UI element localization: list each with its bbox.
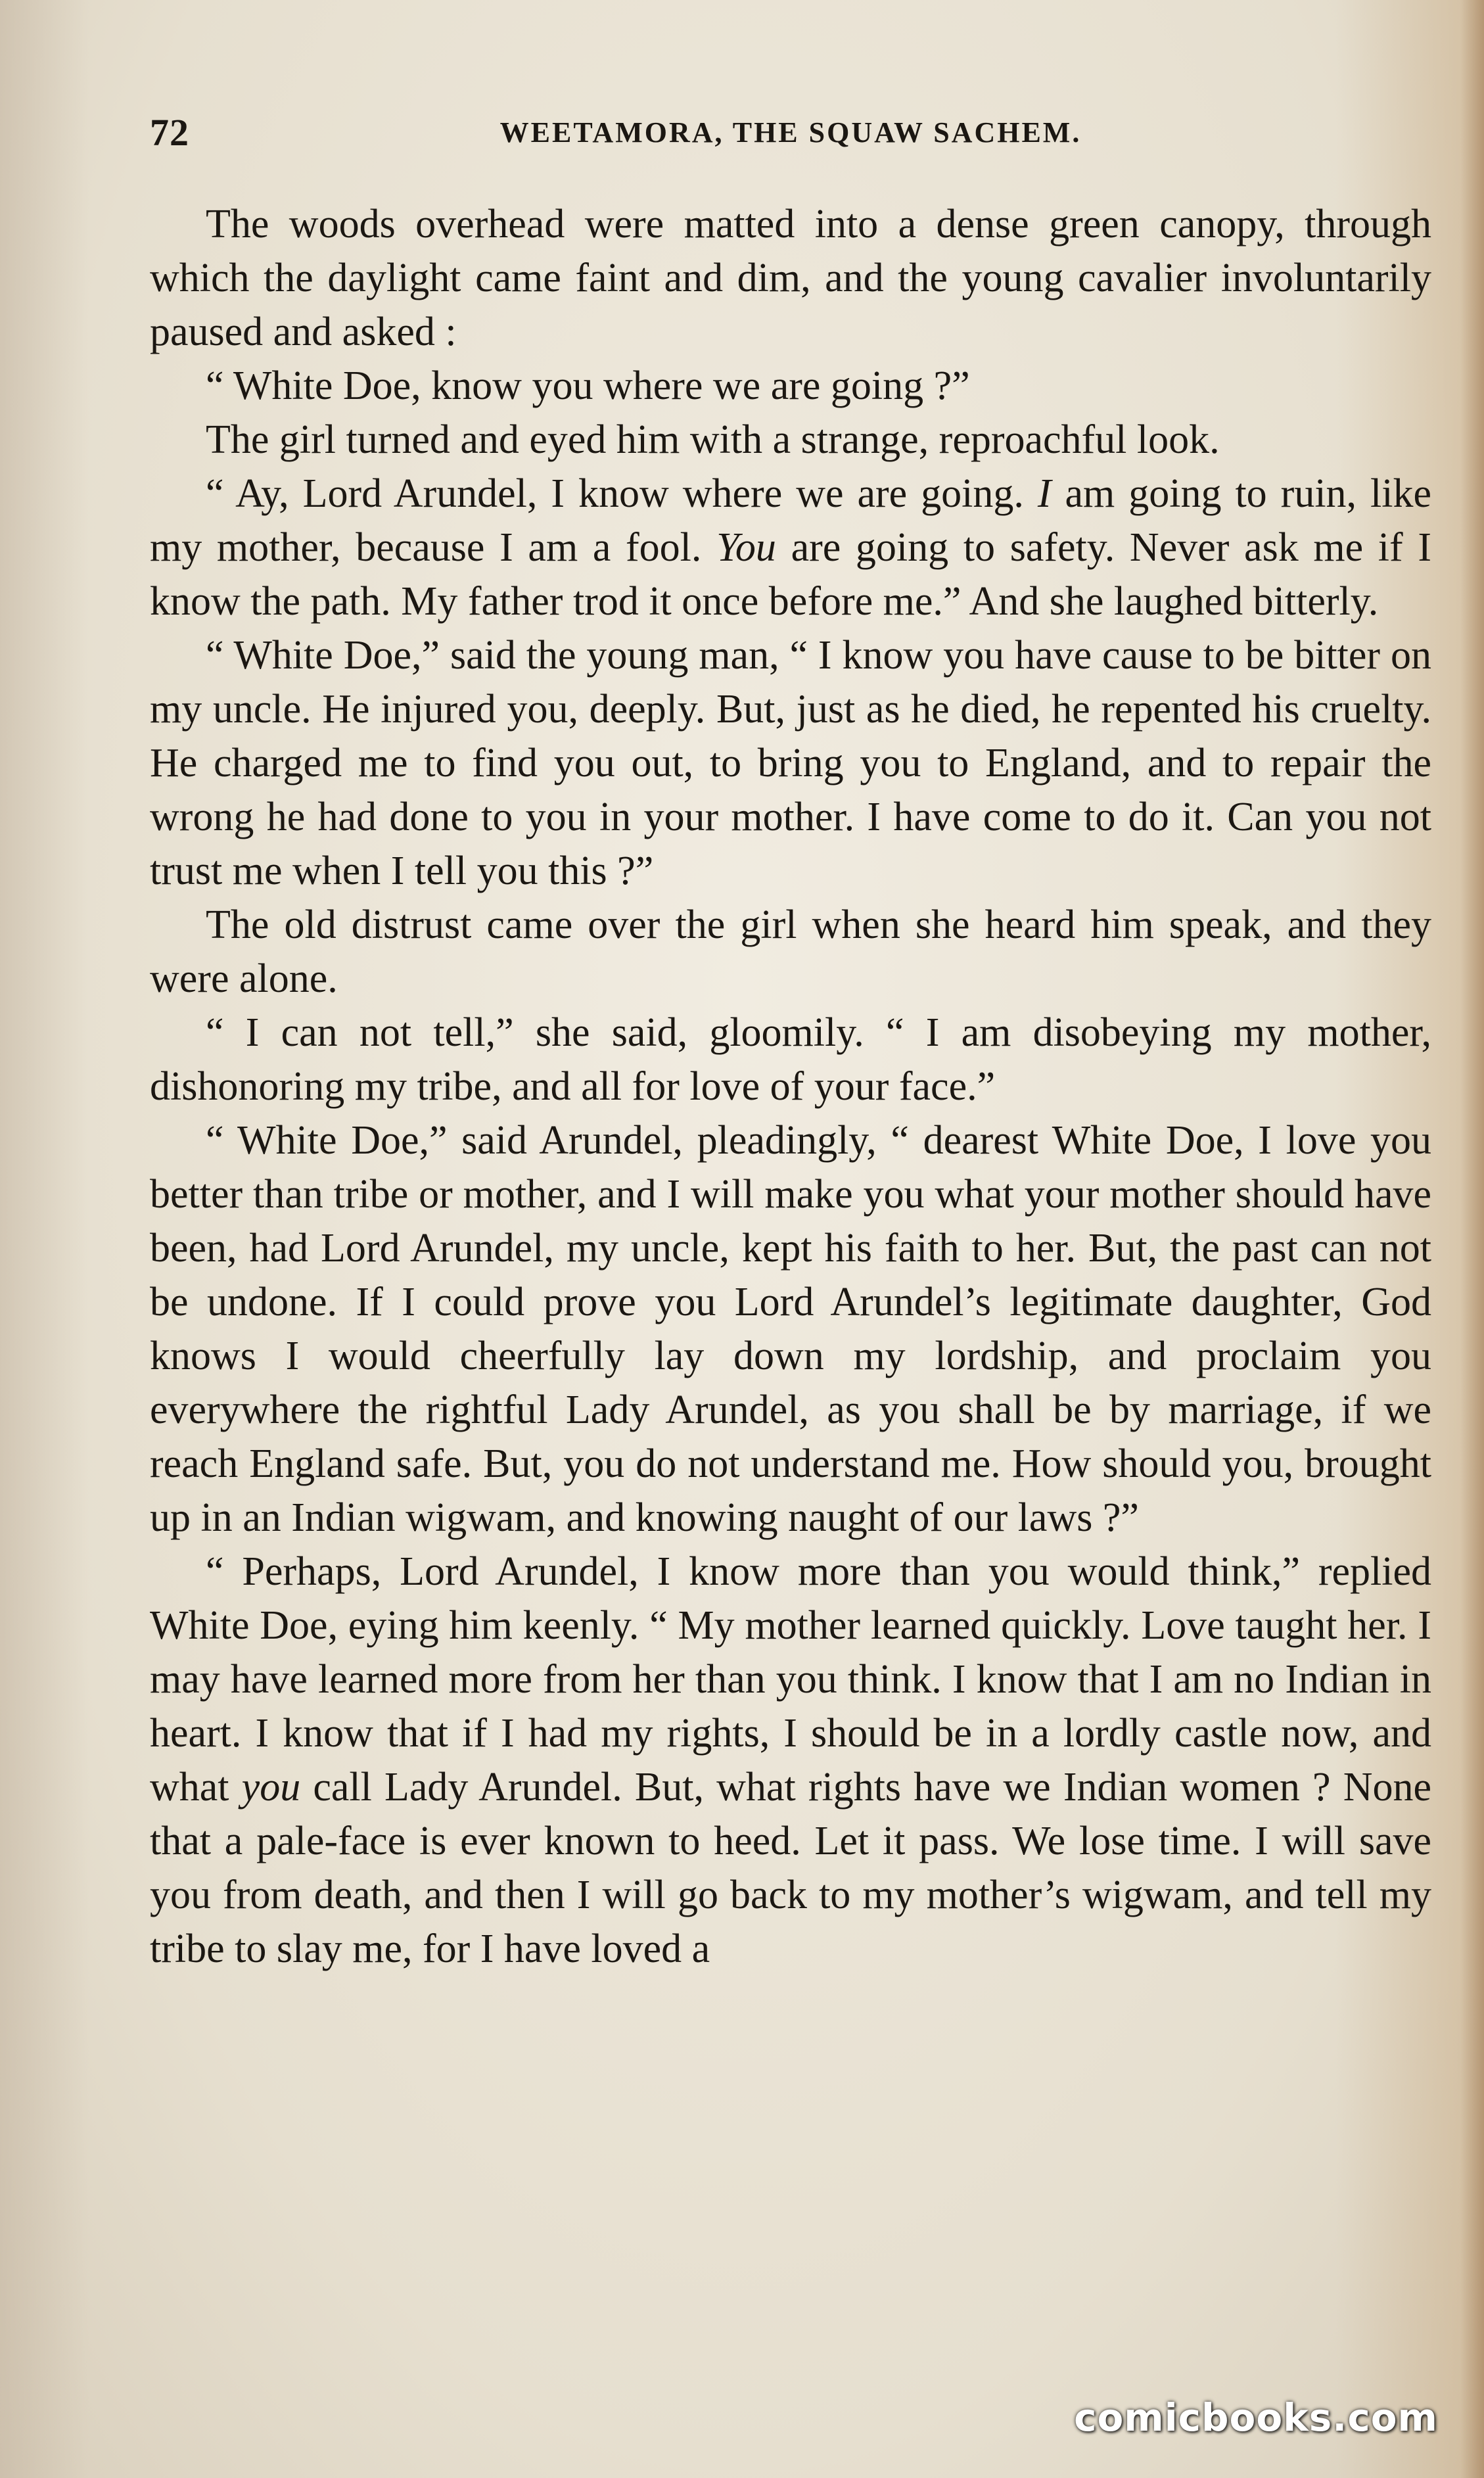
paragraph-text: “ White Doe, know you where we are going ?” <box>206 363 970 408</box>
page-edge-shadow <box>1460 0 1484 2478</box>
paragraph-text: “ I can not tell,” she said, gloomily. “ I am disobeying my mother, dishonoring my tribe, and all for love of your face.” <box>150 1010 1431 1109</box>
paragraph-9 <box>150 1545 1431 1976</box>
paragraph-2 <box>150 359 1431 413</box>
italic-emphasis: you <box>241 1765 301 1810</box>
paragraph-8 <box>150 1113 1431 1545</box>
watermark: comicbooks.com <box>1074 2395 1438 2440</box>
italic-emphasis: I <box>1037 471 1052 516</box>
paragraph-text: “ Perhaps, Lord Arundel, I know more than you would think,” replied White Doe, eying him keenly. “ My mother learned quickly. Love taught her. I may have learned more from her than you think. I know that I am no Indian in heart. I know that if I had my rights, I should be in a lordly castle now, and what <box>150 1549 1431 1810</box>
paragraph-5 <box>150 628 1431 898</box>
paragraph-text: The old distrust came over the girl when she heard him speak, and they were alone. <box>150 902 1431 1001</box>
italic-emphasis: You <box>716 525 776 570</box>
paragraph-6 <box>150 898 1431 1006</box>
paragraph-text: “ White Doe,” said the young man, “ I know you have cause to be bitter on my uncle. He injured you, deeply. But, just as he died, he repented his cruelty. He charged me to find you out, to bring you to England, and to repair the wrong he had done to you in your mother. I have come to do it. Can you not trust me when I tell you this ?” <box>150 633 1431 893</box>
body-text <box>150 197 1431 2379</box>
paragraph-text: call Lady Arundel. But, what rights have we Indian women ? None that a pale-face is ever known to heed. Let it pass. We lose time. I will save you from death, and then I will go back to my mother’s wigwam, and tell my tribe to slay me, for I have loved a <box>150 1765 1431 1971</box>
paragraph-7 <box>150 1006 1431 1113</box>
page-number: 72 <box>150 111 189 154</box>
paragraph-3 <box>150 413 1431 467</box>
running-title: WEETAMORA, THE SQUAW SACHEM. <box>499 116 1082 149</box>
running-head <box>150 110 1431 170</box>
paragraph-text: The girl turned and eyed him with a strange, reproachful look. <box>206 417 1220 462</box>
paragraph-1 <box>150 197 1431 359</box>
paragraph-text: “ White Doe,” said Arundel, pleadingly, “ dearest White Doe, I love you better than tribe or mother, and I will make you what your mother should have been, had Lord Arundel, my uncle, kept his faith to her. But, the past can not be undone. If I could prove you Lord Arundel’s legitimate daughter, God knows I would cheerfully lay down my lordship, and proclaim you everywhere the rightful Lady Arundel, as you shall be by marriage, if we reach England safe. But, you do not understand me. How should you, brought up in an Indian wigwam, and knowing naught of our laws ?” <box>150 1118 1431 1540</box>
paragraph-text: The woods overhead were matted into a dense green canopy, through which the daylight came faint and dim, and the young cavalier involuntarily paused and asked : <box>150 202 1431 354</box>
paragraph-text: “ Ay, Lord Arundel, I know where we are going. <box>206 471 1038 516</box>
paragraph-4 <box>150 467 1431 628</box>
paragraph-text: are going to safety. Never ask me if I know the path. My father trod it once before me.” And she laughed bitterly. <box>150 525 1431 624</box>
paragraph-text: am going to ruin, like my mother, because I am a fool. <box>150 471 1431 570</box>
